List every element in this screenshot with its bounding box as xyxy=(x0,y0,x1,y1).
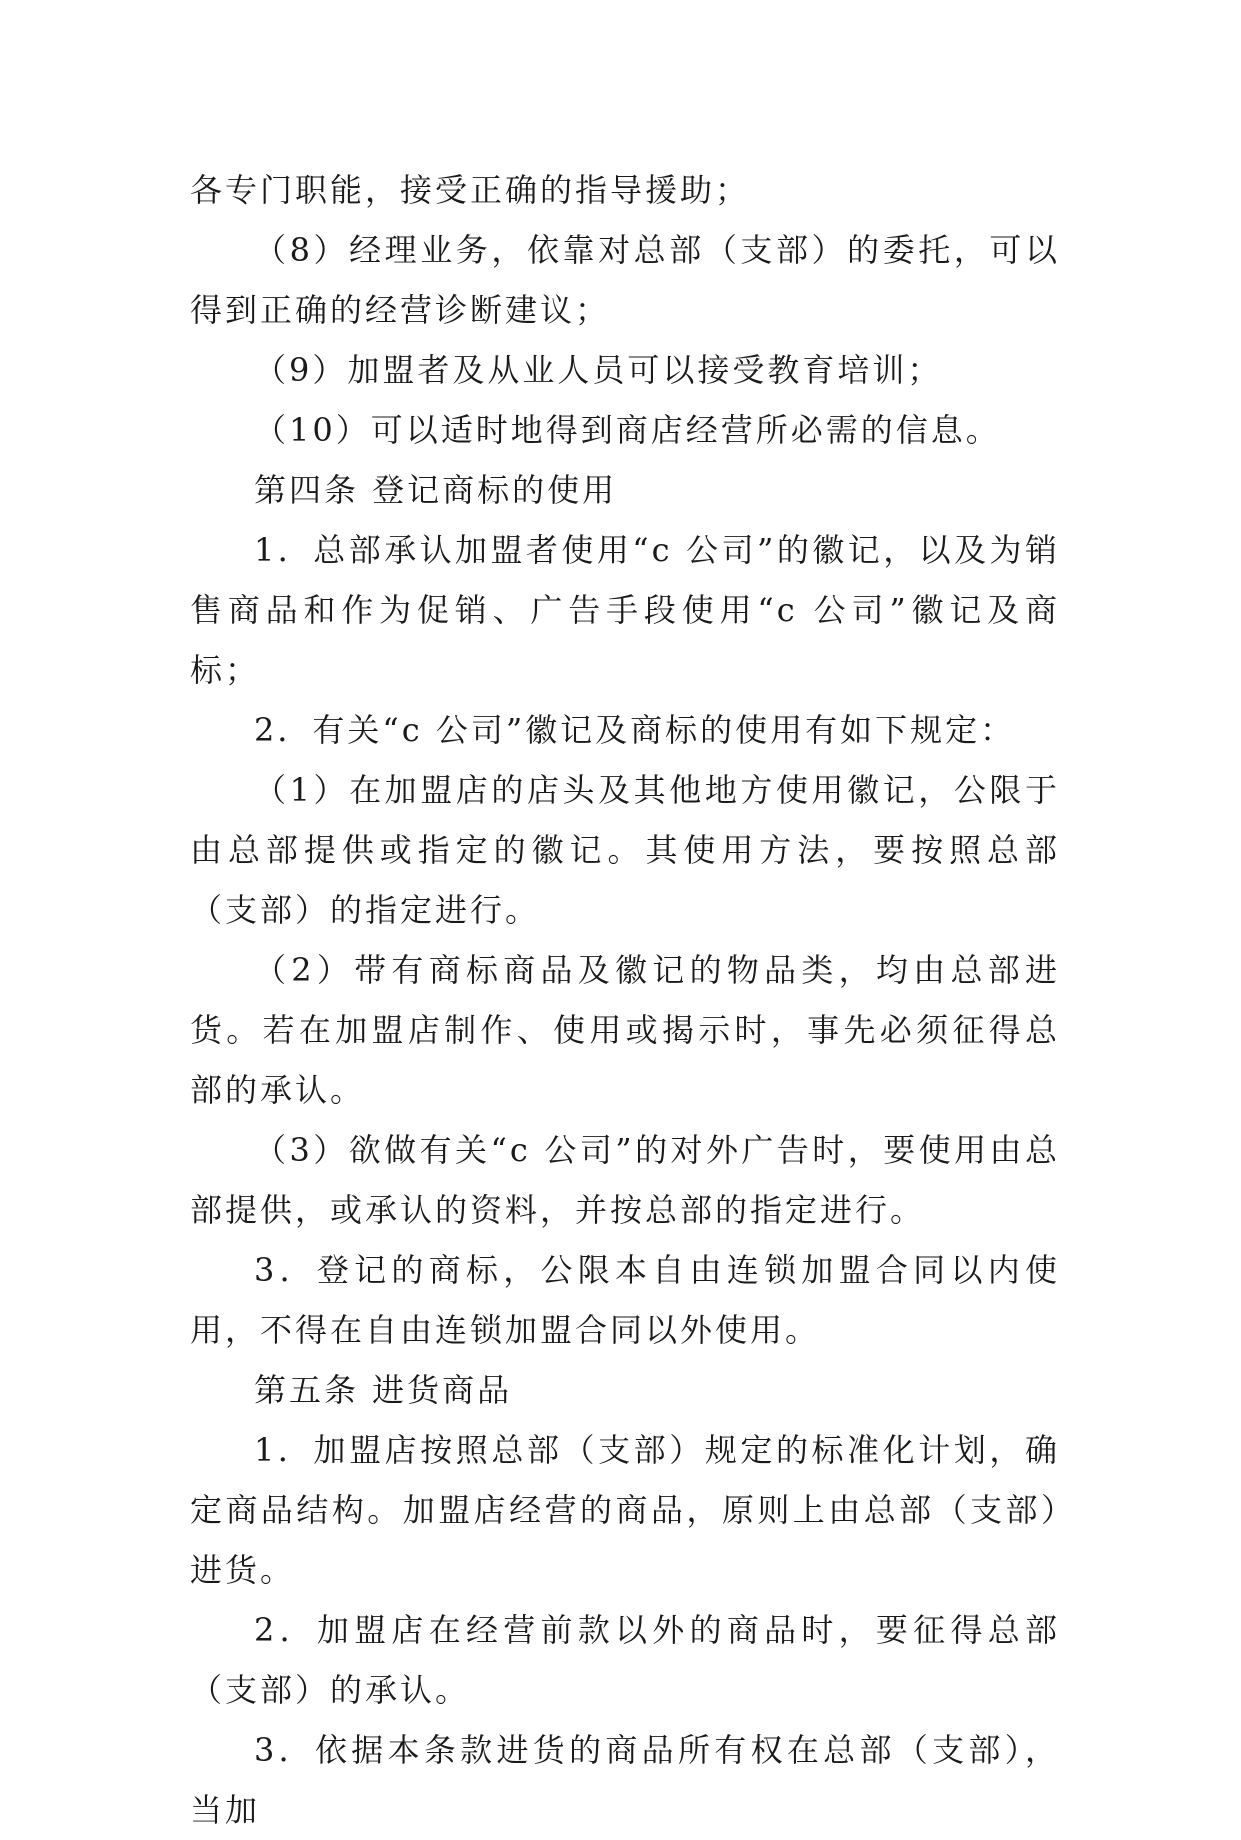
paragraph: 1．加盟店按照总部（支部）规定的标准化计划，确定商品结构。加盟店经营的商品，原则上由总部（支部）进货。 xyxy=(190,1431,1060,1589)
paragraph: 2．加盟店在经营前款以外的商品时，要征得总部（支部）的承认。 xyxy=(190,1611,1060,1709)
paragraph: 1．总部承认加盟者使用“c 公司”的徽记，以及为销售商品和作为促销、广告手段使用“c 公司”徽记及商标； xyxy=(190,531,1060,689)
paragraph: （2）带有商标商品及徽记的物品类，均由总部进货。若在加盟店制作、使用或揭示时，事先必须征得总部的承认。 xyxy=(190,951,1060,1109)
section-heading: 第五条 进货商品 xyxy=(254,1371,513,1409)
paragraph: （3）欲做有关“c 公司”的对外广告时，要使用由总部提供，或承认的资料，并按总部的指定进行。 xyxy=(190,1131,1060,1229)
paragraph: （1）在加盟店的店头及其他地方使用徽记，公限于由总部提供或指定的徽记。其使用方法，要按照总部（支部）的指定进行。 xyxy=(190,771,1060,929)
paragraph: （9）加盟者及从业人员可以接受教育培训； xyxy=(254,351,943,389)
paragraph: 2．有关“c 公司”徽记及商标的使用有如下规定： xyxy=(254,711,1016,749)
paragraph: 3．依据本条款进货的商品所有权在总部（支部），当加 xyxy=(190,1731,1060,1829)
document-body xyxy=(190,160,1060,1840)
section-heading: 第四条 登记商标的使用 xyxy=(254,471,618,509)
paragraph: 各专门职能，接受正确的指导援助； xyxy=(190,171,751,209)
paragraph: （10）可以适时地得到商店经营所必需的信息。 xyxy=(254,411,1001,449)
paragraph: （8）经理业务，依靠对总部（支部）的委托，可以得到正确的经营诊断建议； xyxy=(190,231,1060,329)
paragraph: 3．登记的商标，公限本自由连锁加盟合同以内使用，不得在自由连锁加盟合同以外使用。 xyxy=(190,1251,1060,1349)
